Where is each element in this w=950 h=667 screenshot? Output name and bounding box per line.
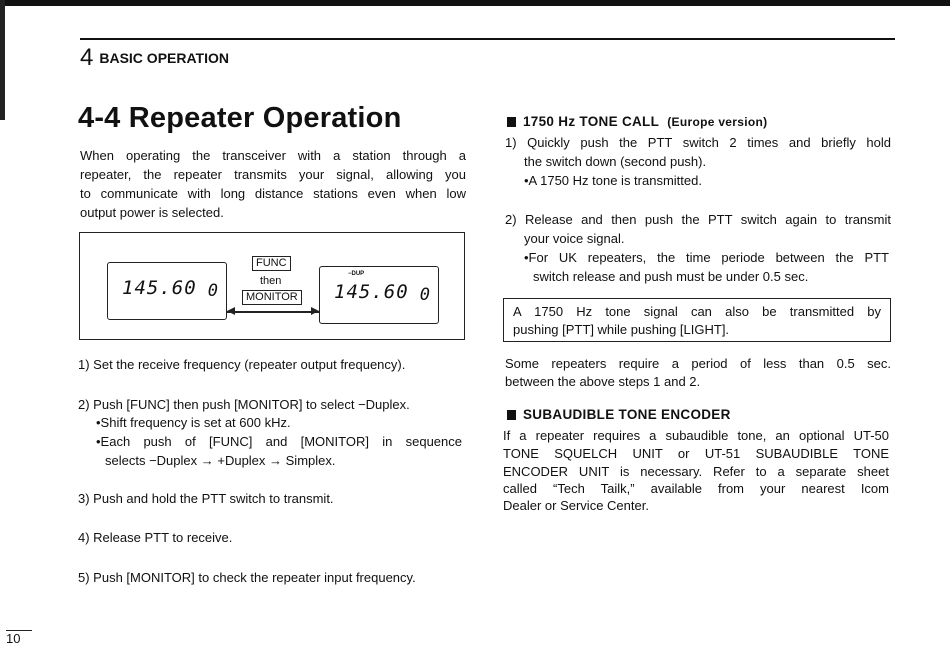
bullet-square-icon [507,117,516,127]
step-5: 5) Push [MONITOR] to check the repeater input frequency. [78,570,416,585]
subaudible-title: SUBAUDIBLE TONE ENCODER [523,407,731,422]
intro-paragraph [80,146,466,222]
step-3: 3) Push and hold the PTT switch to transmit. [78,491,334,506]
monitor-key: MONITOR [242,290,302,305]
lcd-display-left [107,262,227,320]
lcd-channel: 0 [419,285,430,305]
then-label: then [260,275,282,287]
tone-step-2-bullet: •For UK repeaters, the time periode between the PTT [524,250,889,265]
tone-call-heading [507,114,767,129]
page-number: 10 [6,630,32,646]
intro-line: When operating the transceiver with a station through a [80,148,466,163]
tone-call-title: 1750 Hz TONE CALL [523,114,660,129]
subaudible-line: ENCODER UNIT is necessary. Refer to a separate sheet [503,464,889,479]
light-note-line: A 1750 Hz tone signal can also be transmitted by [513,304,881,319]
subaudible-line: called “Tech Tailk,” available from your nearest Icom [503,481,889,496]
step-2-bullet-cont: selects −Duplex → +Duplex → Simplex. [105,453,336,468]
chapter-number: 4 [80,44,94,71]
lcd-display-right [319,266,439,324]
tone-step-1-cont: the switch down (second push). [524,154,707,169]
period-note-cont: between the above steps 1 and 2. [505,374,701,389]
header-rule [80,38,895,40]
arrow-right-head [311,307,319,315]
duplex-indicator: −DUP [348,271,365,277]
intro-line: to communicate with long distance stations even when low [80,186,466,201]
bullet-square-icon [507,410,516,420]
tone-step-2: 2) Release and then push the PTT switch again to transmit [505,212,891,227]
arrow-line [227,311,319,313]
left-edge-bar [0,0,5,120]
step-1: 1) Set the receive frequency (repeater output frequency). [78,357,406,372]
tone-step-1-bullet: •A 1750 Hz tone is transmitted. [524,173,702,188]
tone-step-2-bullet-cont: switch release and push must be under 0.5 sec. [533,269,809,284]
subaudible-heading [507,407,731,422]
lcd-frequency: 145.60 [334,281,409,303]
intro-line: output power is selected. [80,205,224,220]
tone-call-note: (Europe version) [667,115,768,129]
tone-step-1: 1) Quickly push the PTT switch 2 times and briefly hold [505,135,891,150]
step-2-bullet: •Shift frequency is set at 600 kHz. [96,415,291,430]
light-note-box [503,298,891,342]
subaudible-line: If a repeater requires a subaudible tone, an optional UT-50 [503,428,889,443]
intro-line: repeater, the repeater transmits your signal, allowing you [80,167,466,182]
subaudible-line: Dealer or Service Center. [503,498,649,513]
light-note-line: pushing [PTT] while pushing [LIGHT]. [513,322,730,337]
period-note: Some repeaters require a period of less than 0.5 sec. [505,356,891,371]
lcd-channel: 0 [207,281,218,301]
tone-step-2-cont: your voice signal. [524,231,625,246]
section-title: 4-4 Repeater Operation [78,102,402,134]
step-2: 2) Push [FUNC] then push [MONITOR] to select −Duplex. [78,397,410,412]
arrow-left-head [227,307,235,315]
step-4: 4) Release PTT to receive. [78,530,233,545]
subaudible-line: TONE SQUELCH UNIT or UT-51 SUBAUDIBLE TONE [503,446,889,461]
chapter-header [80,44,229,72]
step-2-bullet: •Each push of [FUNC] and [MONITOR] in sequence [96,434,462,449]
top-edge-bar [0,0,950,6]
lcd-figure [79,232,465,340]
lcd-frequency: 145.60 [122,277,197,299]
func-key: FUNC [252,256,291,271]
chapter-title: BASIC OPERATION [99,50,229,66]
